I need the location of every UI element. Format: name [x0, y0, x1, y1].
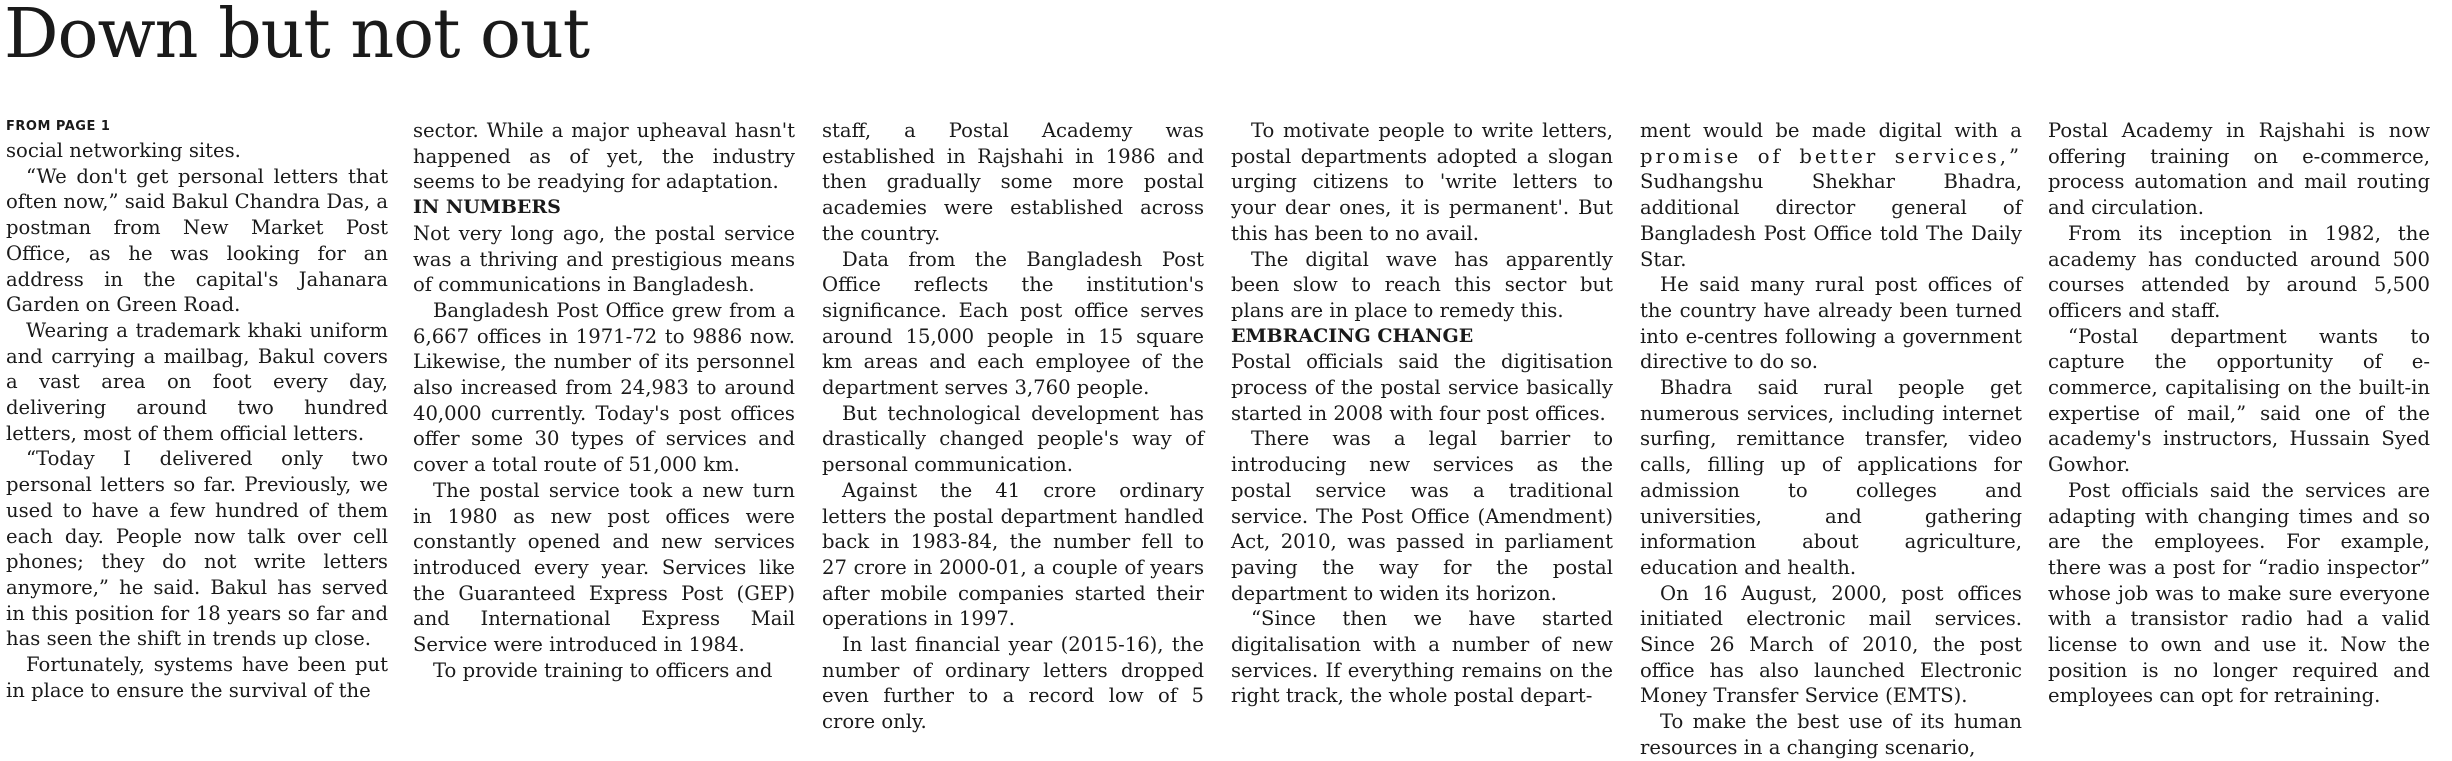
- paragraph: social networking sites.: [6, 139, 241, 162]
- paragraph: Bangladesh Post Office grew from a 6,667 offices in 1971-72 to 9886 now. Likewise, the number of its personnel also increased from 24,983 to around 40,000 currently. Today's post offices offer some 30 types of services and cover a total route of 51,000 km.: [413, 298, 795, 477]
- paragraph: Post officials said the services are adapting with changing times and so are the employees. For example, there was a post for “radio inspector” whose job was to make sure everyone with a transistor radio had a valid license to own and use it. Now the position is no longer required and employees can opt for retraining.: [2048, 478, 2430, 708]
- paragraph: To motivate people to write letters, postal departments adopted a slogan urging citizens to 'write letters to your dear ones, it is permanent'. But this has been to no avail.: [1231, 119, 1613, 245]
- article-column-6: [2048, 118, 2430, 709]
- paragraph-text: Sudhangshu Shekhar Bhadra, additional director general of Bangladesh Post Office told The Daily Star.: [1640, 170, 2022, 271]
- paragraph: “Today I delivered only two personal letters so far. Previously, we used to have a few hundred of them each day. People now talk over cell phones; they do not write letters anymore,” he said. Bakul has served in this position for 18 years so far and has seen the shift in trends up close.: [6, 447, 388, 651]
- article-column-2: [413, 118, 795, 683]
- paragraph: He said many rural post offices of the country have already been turned into e-centres following a government directive to do so.: [1640, 273, 2022, 374]
- paragraph: Data from the Bangladesh Post Office reflects the institution's significance. Each post office serves around 15,000 people in 15 square km areas and each employee of the department serves 3,760 people.: [822, 247, 1204, 400]
- paragraph: To make the best use of its human resources in a changing scenario,: [1640, 710, 2022, 759]
- paragraph: Postal officials said the digitisation process of the postal service basically started in 2008 with four post offices.: [1231, 350, 1613, 425]
- paragraph: sector. While a major upheaval hasn't happened as of yet, the industry seems to be readying for adaptation.: [413, 119, 795, 194]
- paragraph-line: ment would be made digital with a: [1640, 119, 2022, 142]
- article-column-4: [1231, 118, 1613, 709]
- paragraph: The postal service took a new turn in 1980 as new post offices were constantly opened and new services introduced every year. Services like the Guaranteed Express Post (GEP) and International Express Mail Service were introduced in 1984.: [413, 478, 795, 657]
- paragraph-line-spaced: promise of better services,”: [1640, 144, 2022, 168]
- paragraph: There was a legal barrier to introducing new services as the postal service was a traditional service. The Post Office (Amendment) Act, 2010, was passed in parliament paving the way for the postal department to widen its horizon.: [1231, 427, 1613, 605]
- paragraph: From its inception in 1982, the academy has conducted around 500 courses attended by around 5,500 officers and staff.: [2048, 221, 2430, 322]
- paragraph: “Postal department wants to capture the opportunity of e-commerce, capitalising on the built-in expertise of mail,” said one of the academy's instructors, Hussain Syed Gowhor.: [2048, 324, 2430, 477]
- headline: Down but not out: [4, 0, 590, 74]
- paragraph: Not very long ago, the postal service was a thriving and prestigious means of communications in Bangladesh.: [413, 221, 795, 297]
- paragraph: staff, a Postal Academy was established in Rajshahi in 1986 and then gradually some more postal academies were established across the country.: [822, 119, 1204, 245]
- paragraph: Bhadra said rural people get numerous services, including internet surfing, remittance transfer, video calls, filling up of applications for admission to colleges and universities, and gathering information about agriculture, education and health.: [1640, 376, 2022, 579]
- paragraph: “We don't get personal letters that often now,” said Bakul Chandra Das, a postman from New Market Post Office, as he was looking for an address in the capital's Jahanara Garden on Green Road.: [6, 164, 388, 317]
- paragraph: In last financial year (2015-16), the number of ordinary letters dropped even further to a record low of 5 crore only.: [822, 633, 1204, 734]
- paragraph: Postal Academy in Rajshahi is now offering training on e-commerce, process automation and mail routing and circulation.: [2048, 119, 2430, 220]
- paragraph: Fortunately, systems have been put in place to ensure the survival of the: [6, 653, 388, 702]
- article-column-5: [1640, 118, 2022, 761]
- paragraph: To provide training to officers and: [433, 658, 773, 682]
- paragraph: On 16 August, 2000, post offices initiated electronic mail services. Since 26 March of 2010, the post office has also launched Electronic Money Transfer Service (EMTS).: [1640, 581, 2022, 708]
- paragraph: The digital wave has apparently been slow to reach this sector but plans are in place to remedy this.: [1231, 247, 1613, 322]
- continuation-kicker: FROM PAGE 1: [6, 119, 111, 134]
- paragraph: [1640, 118, 2022, 272]
- paragraph: Wearing a trademark khaki uniform and carrying a mailbag, Bakul covers a vast area on foot every day, delivering around two hundred letters, most of them official letters.: [6, 318, 388, 445]
- paragraph: “Since then we have started digitalisation with a number of new services. If everything remains on the right track, the whole postal depart-: [1231, 607, 1613, 708]
- subhead-embracing-change: EMBRACING CHANGE: [1231, 324, 1474, 347]
- paragraph: But technological development has drastically changed people's way of personal communication.: [822, 401, 1204, 477]
- article-column-3: [822, 118, 1204, 735]
- article-column-1: [6, 118, 388, 703]
- subhead-in-numbers: IN NUMBERS: [413, 196, 561, 219]
- paragraph: Against the 41 crore ordinary letters the postal department handled back in 1983-84, the number fell to 27 crore in 2000-01, a couple of years after mobile companies started their operations in 1997.: [822, 478, 1204, 631]
